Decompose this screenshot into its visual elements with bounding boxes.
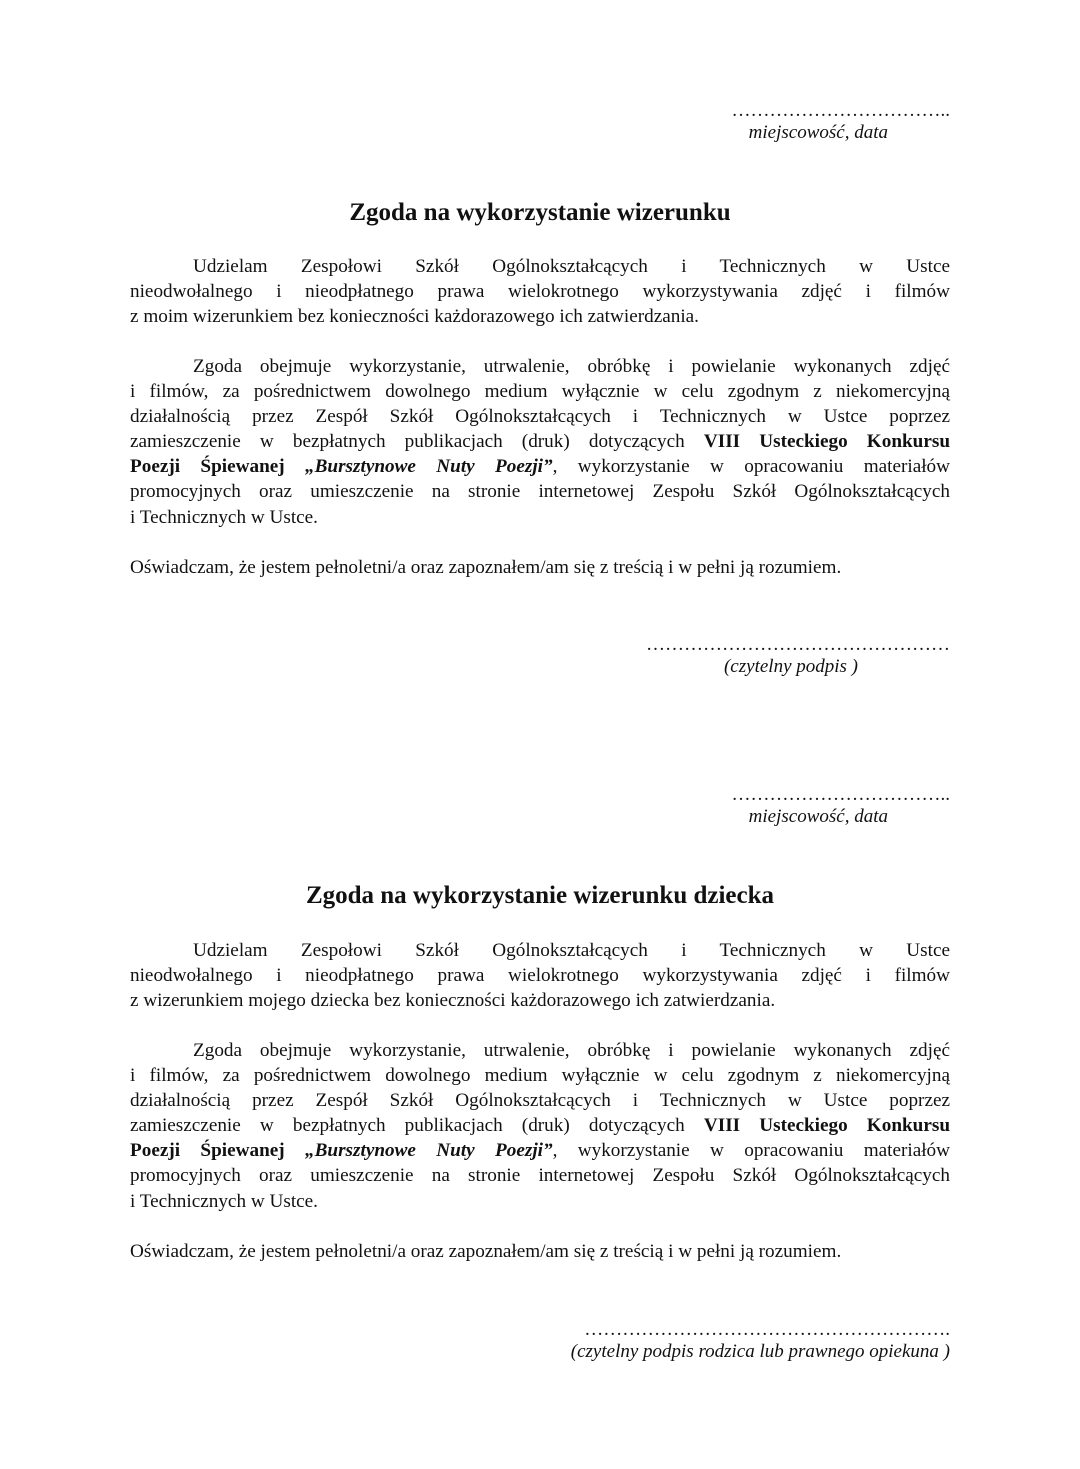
- declaration-2: [130, 1239, 950, 1264]
- date-caption-1: miejscowość, data: [748, 122, 888, 143]
- text-run: , wykorzystanie w opracowaniu materiałów: [552, 456, 951, 478]
- signature-line-1: …………………………………………: [646, 634, 950, 655]
- paragraph-line: nieodwołalnego i nieodpłatnego prawa wielokrotnego wykorzystywania zdjęć i filmów: [130, 965, 950, 987]
- paragraph-line: i filmów, za pośrednictwem dowolnego medium wyłącznie w celu zgodnym z niekomercyjną: [130, 1065, 950, 1087]
- title-1: Zgoda na wykorzystanie wizerunku: [349, 199, 731, 226]
- paragraph-line: [130, 429, 950, 454]
- declaration-text: Oświadczam, że jestem pełnoletni/a oraz zapoznałem/am się z treścią i w pełni ją rozumiem.: [130, 557, 842, 578]
- paragraph-line: i Technicznych w Ustce.: [130, 506, 318, 528]
- contest-name-bold: VIII Usteckiego Konkursu: [703, 1115, 950, 1137]
- contest-name-bold: VIII Usteckiego Konkursu: [703, 431, 950, 453]
- paragraph-line: działalnością przez Zespół Szkół Ogólnokształcących i Technicznych w Ustce poprzez: [130, 406, 950, 428]
- paragraph-line: Zgoda obejmuje wykorzystanie, utrwalenie, obróbkę i powielanie wykonanych zdjęć: [193, 1040, 950, 1061]
- paragraph-line: Udzielam Zespołowi Szkół Ogólnokształcących i Technicznych w Ustce: [193, 940, 950, 961]
- signature-caption-1: (czytelny podpis ): [723, 656, 858, 677]
- text-run: zamieszczenie w bezpłatnych publikacjach (druk) dotyczących: [130, 1115, 685, 1137]
- contest-name-bold: Poezji Śpiewanej: [130, 456, 285, 478]
- paragraph-line: nieodwołalnego i nieodpłatnego prawa wielokrotnego wykorzystywania zdjęć i filmów: [130, 281, 950, 303]
- paragraph-line: z wizerunkiem mojego dziecka bez konieczności każdorazowego ich zatwierdzania.: [130, 990, 776, 1012]
- paragraph-line: działalnością przez Zespół Szkół Ogólnokształcących i Technicznych w Ustce poprzez: [130, 1090, 950, 1112]
- paragraph-line: i Technicznych w Ustce.: [130, 1190, 318, 1212]
- contest-name-bold: Poezji Śpiewanej: [130, 1140, 285, 1162]
- paragraph-2-2: [130, 1038, 950, 1214]
- paragraph-line: [130, 1113, 950, 1138]
- text-run: , wykorzystanie w opracowaniu materiałów: [552, 1140, 951, 1162]
- paragraph-line: [130, 1138, 950, 1163]
- contest-motto: „Bursztynowe Nuty Poezji”: [305, 456, 553, 478]
- paragraph-line: z moim wizerunkiem bez konieczności każdorazowego ich zatwierdzania.: [130, 306, 699, 328]
- paragraph-2-1: [130, 938, 950, 1013]
- paragraph-line: i filmów, za pośrednictwem dowolnego medium wyłącznie w celu zgodnym z niekomercyjną: [130, 381, 950, 403]
- date-line-2: ……………………………..: [731, 784, 950, 805]
- contest-motto: „Bursztynowe Nuty Poezji”: [305, 1140, 553, 1162]
- paragraph-line: promocyjnych oraz umieszczenie na stronie internetowej Zespołu Szkół Ogólnokształcących: [130, 481, 950, 503]
- paragraph-line: [130, 454, 950, 479]
- paragraph-line: Udzielam Zespołowi Szkół Ogólnokształcących i Technicznych w Ustce: [193, 256, 950, 277]
- signature-caption-2: (czytelny podpis rodzica lub prawnego opiekuna ): [570, 1341, 950, 1362]
- paragraph-1-2: [130, 354, 950, 530]
- paragraph-1-1: [130, 254, 950, 329]
- signature-line-2: ………………………………………………….: [584, 1319, 950, 1340]
- declaration-text: Oświadczam, że jestem pełnoletni/a oraz zapoznałem/am się z treścią i w pełni ją rozumiem.: [130, 1241, 842, 1262]
- declaration-1: [130, 555, 950, 580]
- paragraph-line: Zgoda obejmuje wykorzystanie, utrwalenie, obróbkę i powielanie wykonanych zdjęć: [193, 356, 950, 377]
- text-run: zamieszczenie w bezpłatnych publikacjach (druk) dotyczących: [130, 431, 685, 453]
- title-2: Zgoda na wykorzystanie wizerunku dziecka: [305, 882, 775, 909]
- paragraph-line: promocyjnych oraz umieszczenie na stronie internetowej Zespołu Szkół Ogólnokształcących: [130, 1165, 950, 1187]
- date-caption-2: miejscowość, data: [748, 806, 888, 827]
- date-line-1: ……………………………..: [731, 100, 950, 121]
